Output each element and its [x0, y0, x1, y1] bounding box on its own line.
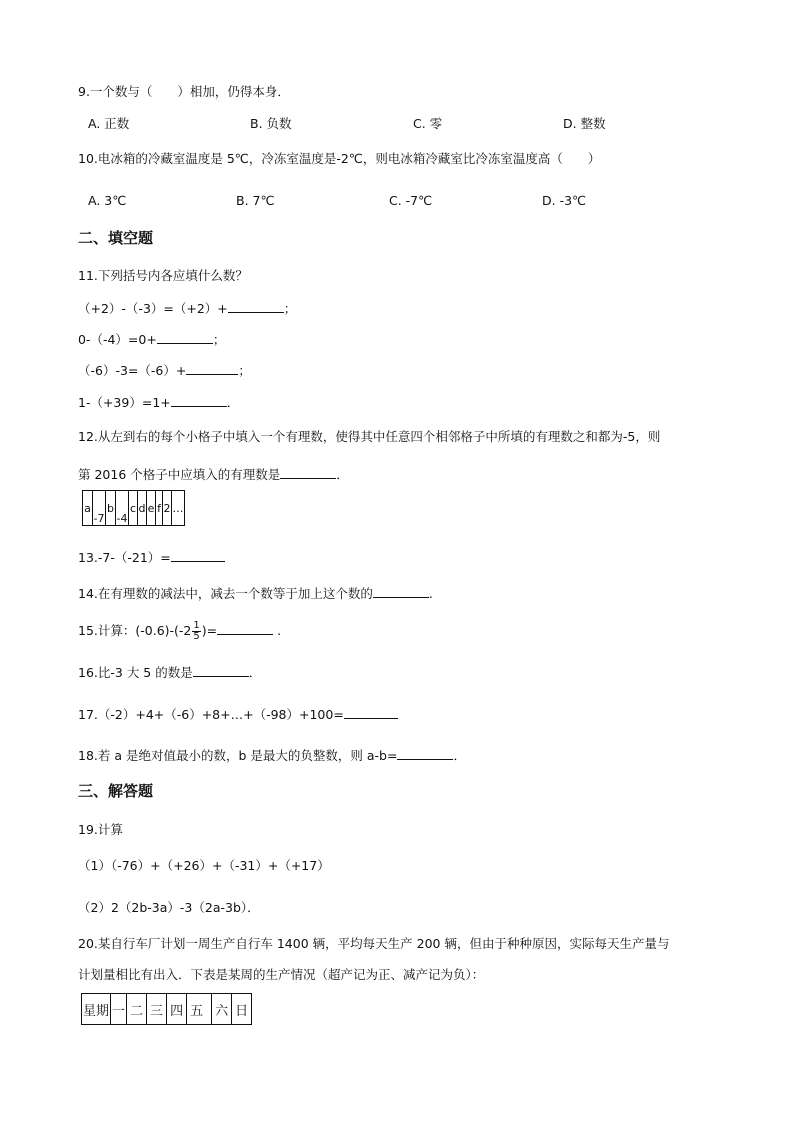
answer-blank[interactable]	[280, 466, 336, 479]
q14-text: 14.在有理数的减法中，减去一个数等于加上这个数的	[78, 586, 373, 601]
table-row	[82, 994, 252, 1025]
question-12-line-2	[78, 466, 349, 483]
q15-punct: .	[273, 623, 282, 638]
q11-line-2	[78, 331, 225, 348]
q19-part-2: （2）2（2b-3a）-3（2a-3b）．	[78, 900, 260, 915]
question-19: 19.计算	[78, 822, 123, 837]
answer-blank[interactable]	[171, 394, 227, 407]
q12-line-2-text: 第 2016 个格子中应填入的有理数是	[78, 467, 281, 482]
fraction-numerator: 1	[193, 620, 200, 631]
answer-blank[interactable]	[373, 585, 429, 598]
q11-line-1-text: （+2）-（-3）=（+2）+	[78, 301, 228, 316]
q19-part-1: （1）（-76）+（+26）+（-31）+（+17）	[78, 858, 330, 873]
grid-cell: …	[172, 491, 185, 526]
grid-cell: f	[156, 491, 163, 526]
table-header-cell: 一	[111, 994, 127, 1025]
q13-text: 13.-7-（-21）=	[78, 550, 171, 565]
q10-option-d: D. -3℃	[542, 193, 587, 208]
q11-line-4	[78, 394, 239, 411]
q11-line-1	[78, 300, 296, 317]
q11-line-3-text: （-6）-3=（-6）+	[78, 363, 187, 378]
q9-option-d: D. 整数	[563, 116, 606, 131]
answer-blank[interactable]	[397, 747, 453, 760]
q15-text: 15.计算：(-0.6)-(-2	[78, 623, 192, 638]
answer-blank[interactable]	[171, 549, 225, 562]
q10-option-a: A. 3℃	[88, 193, 127, 208]
q11-line-4-punct: ．	[226, 395, 240, 410]
q15-equals: )=	[201, 623, 218, 638]
question-12-line-1: 12.从左到右的每个小格子中填入一个有理数，使得其中任意四个相邻格子中所填的有理数之和都为-5，则	[78, 429, 661, 444]
q18-punct: ．	[453, 748, 466, 763]
section-heading-solve: 三、解答题	[78, 782, 154, 800]
grid-cell: a	[83, 491, 93, 526]
question-13	[78, 549, 225, 566]
table-header-cell: 星期	[82, 994, 111, 1025]
q11-line-3-punct: ；	[238, 363, 251, 378]
question-18	[78, 747, 466, 764]
q11-line-2-text: 0-（-4）=0+	[78, 332, 157, 347]
grid-cell: 2	[163, 491, 172, 526]
table-header-cell: 三	[147, 994, 167, 1025]
q17-text: 17.（-2）+4+（-6）+8+…+（-98）+100=	[78, 707, 344, 722]
q12-line-2-punct: ．	[336, 467, 349, 482]
q11-line-4-text: 1-（+39）=1+	[78, 395, 171, 410]
question-20-line-2: 计划量相比有出入．下表是某周的生产情况（超产记为正、减产记为负）：	[78, 967, 485, 982]
table-header-cell: 四	[167, 994, 187, 1025]
q10-option-b: B. 7℃	[236, 193, 275, 208]
grid-cell: b	[106, 491, 116, 526]
table-header-cell: 六	[212, 994, 232, 1025]
answer-blank[interactable]	[217, 622, 273, 635]
q16-text: 16.比-3 大 5 的数是	[78, 665, 193, 680]
question-15	[78, 618, 281, 644]
q9-option-a: A. 正数	[88, 116, 130, 131]
q14-punct: .	[428, 586, 433, 601]
question-20-line-1: 20.某自行车厂计划一周生产自行车 1400 辆，平均每天生产 200 辆，但由于种种原因，实际每天生产量与	[78, 936, 670, 951]
question-14	[78, 585, 433, 602]
answer-blank[interactable]	[344, 706, 398, 719]
question-9: 9.一个数与（ ）相加，仍得本身．	[78, 84, 290, 99]
answer-blank[interactable]	[157, 331, 213, 344]
q20-production-table	[81, 993, 252, 1025]
question-16	[78, 664, 261, 681]
q11-line-3	[78, 362, 251, 379]
grid-cell: -7	[93, 491, 106, 526]
answer-blank[interactable]	[186, 362, 238, 375]
answer-blank[interactable]	[193, 664, 249, 677]
section-heading-fill-in: 二、填空题	[78, 229, 154, 247]
grid-cell: d	[138, 491, 147, 526]
q9-option-b: B. 负数	[250, 116, 292, 131]
q11-line-1-punct: ；	[283, 301, 297, 316]
answer-blank[interactable]	[228, 300, 284, 313]
q12-number-grid	[82, 490, 185, 526]
q18-text: 18.若 a 是绝对值最小的数，b 是最大的负整数，则 a-b=	[78, 748, 398, 763]
question-17	[78, 706, 398, 723]
q9-option-c: C. 零	[413, 116, 443, 131]
grid-cell: -4	[116, 491, 129, 526]
question-10: 10.电冰箱的冷藏室温度是 5℃，冷冻室温度是-2℃，则电冰箱冷藏室比冷冻室温度高（ ）	[78, 151, 601, 166]
q11-line-2-punct: ；	[212, 332, 226, 347]
mixed-fraction	[192, 621, 200, 642]
question-11: 11.下列括号内各应填什么数？	[78, 268, 248, 283]
table-header-cell: 五	[187, 994, 212, 1025]
q10-option-c: C. -7℃	[389, 193, 433, 208]
fraction-denominator: 5	[193, 631, 200, 642]
grid-cell: c	[129, 491, 138, 526]
grid-cell: e	[147, 491, 156, 526]
table-header-cell: 二	[127, 994, 147, 1025]
q16-punct: ．	[248, 665, 262, 680]
table-header-cell: 日	[232, 994, 252, 1025]
